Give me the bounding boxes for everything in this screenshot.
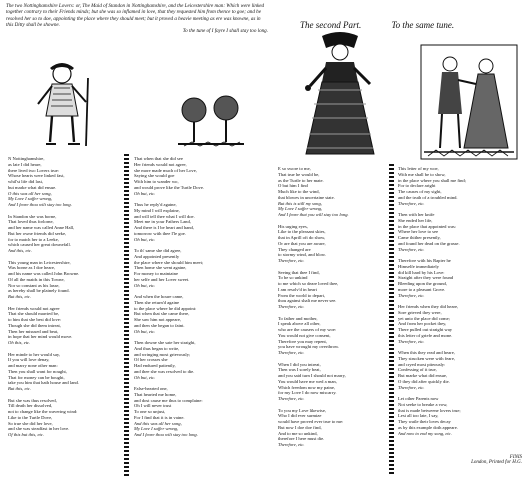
verse-line: Sore grieved they were, [398,309,442,315]
verse-line: So true she did her love, [8,420,53,426]
verse-line: who are the causers of my woe: [278,327,337,332]
verse-line: The causes of my sight, [398,189,442,194]
verse-line: Oh but, etc. [134,374,156,380]
verse-line: and his name was called John Browne. [8,271,80,276]
verse-line: But this, etc. [8,294,31,299]
verse-line: and marry none other man: [8,363,58,368]
verse-line: His urging eyes, [278,223,308,229]
verse-line: as the Turtle to her mate. [278,177,324,183]
verse-line: Then you shall want for nought, [8,368,67,374]
verse-line: Thus he reply'd againe, [134,202,177,207]
tune-line: To the tune of I fayre I shall stay too long. [182,28,268,35]
verse-line: Let other Parents now [398,396,439,401]
verse-line: to me which so deare loved thee, [278,281,339,286]
verse-line: When I did you intreat, [278,361,321,367]
verse-line: which caused her great downefall. [8,242,71,248]
verse-line: Was borne as I doe heare, [8,265,56,271]
verse-line: to stormy wind, and blow. [278,252,326,258]
verse-line: her selfe and her Lover sweet. [134,276,190,282]
verse-line: Straight after they were found [398,275,454,281]
verse-line: For I find that it is in vaine. [134,414,185,420]
verse-line: that blowes in uncertaine state. [278,194,335,200]
verse-line: she more made much of her Love, [134,167,197,173]
verse-line: Of all the maids in this Towne, [8,276,65,282]
verse-line: Oh I will never trust [134,403,172,409]
verse-line: Lest all too late, I say, [398,413,439,419]
verse-line: there lived two Lovers true: [8,167,60,173]
verse-line: Her minde to her would say, [8,351,61,357]
verse-line: And this, etc. [8,248,32,253]
verse-line: Saying she would goe [134,173,175,179]
colophon [400,455,522,465]
verse-line: but marke what did ensue. [8,184,57,190]
ballad-column-2 [134,156,264,476]
same-tune-label: To the same tune. [391,20,455,30]
verse-line: this letter of griefe and mone. [398,332,453,338]
verse-line: Not seeke to breake a vow, [398,401,448,407]
verse-line: in hope that her mind would move. [8,334,73,340]
verse-line: Therefore, etc. [398,200,425,206]
verse-line: Like to the pleasant skies, [278,229,326,235]
verse-line: and you said turn I should not marry, [278,373,346,378]
verse-line: Therefore with his Rapier he [398,258,451,263]
verse-line: If you will love denay, [8,357,50,363]
second-part-label: The second Part. [300,20,362,30]
verse-line: But she was thus resolved, [8,397,57,403]
verse-line: to the place where he did appoint: [134,305,197,311]
verse-line: Whose hearts were linked fast, [8,173,65,179]
verse-line: yet unto the place did come; [398,315,450,321]
verse-line: And I feare thou wilt stay too long. [134,432,198,437]
verse-line: Or are that you are aware, [278,240,326,246]
verse-line: This young man in Leicestershire, [8,259,71,265]
verse-line: But when that she came there, [134,311,190,317]
ballad-intro: The two Nottinghamshire Lovers: or, The Maid of Standon in Nottinghamshire, and the Leicestershire man: Which were linked together contrary to their Friends minds; but she was so inflamed in love, that they requested him from thence to goe; and he resolved her so to doe, appointing the place where they should meet; but it proved a heavie meeting as ere was knowne, as in this Ditty shall be showne. [6,3,265,28]
verse-line: That she should married be, [8,311,60,317]
verse-line: False-hearted one, [134,386,168,391]
verse-line: Bleeding upon the ground, [398,281,447,286]
verse-line: And thus began to write, [134,345,180,351]
verse-line: Like to the Turtle Dove, [8,414,53,420]
verse-line: Nor so constant as his lasse, [8,282,60,288]
verse-line: O this was all her song, [8,190,52,196]
verse-line: and found her dead on the grasse. [398,240,460,246]
verse-line: That loved thus forlorne, [8,219,54,225]
woodcut-lady-icon [300,30,380,158]
verse-line: Therefore, etc. [278,304,305,309]
verse-line: Then she return'd againe [134,299,180,305]
verse-line: Then home she went againe, [134,265,187,271]
verse-line: You would have me wed a man, [278,378,337,384]
verse-line: did kill hard by his Love: [398,269,445,275]
verse-line: as hereby shall be plainely found. [8,288,70,294]
verse-line: and wringing most grievously; [134,351,191,357]
verse-line: Oh but, etc. [134,190,156,196]
verse-line: With him to wander wo, [134,179,179,184]
woodcut-trees-icon [178,92,244,148]
verse-line: in the place that appointed was: [398,223,457,229]
verse-line: Oh but, etc. [134,282,156,288]
verse-line: and cryed most piteously: [398,361,446,367]
verse-line: Then was I sorely beat, [278,367,321,373]
verse-line: To one so unjust, [134,409,166,414]
verse-line: But now I doe doe find, [278,424,322,430]
verse-line: My Love I suffer wrong, [134,426,179,432]
verse-line: Who I did ever surmize [278,413,322,419]
verse-line: Which freedom now my paine, [278,384,336,390]
verse-line: And I feare thou wilt stay too long. [8,202,72,207]
verse-line: She ended her life, [398,217,433,223]
verse-line: E so swore to me, [278,166,311,171]
verse-line: and dost cause me thus to complaine: [134,397,203,403]
verse-line: Much like to the wind, [278,189,320,194]
verse-line: I am resolv'd in heart [278,286,317,292]
verse-line: as by this example doth appeare. [398,424,458,430]
verse-line: Oh but, etc. [134,328,156,334]
verse-line: When this they read and heare, [398,350,455,355]
verse-line: and she was steadfast in her love. [8,426,70,432]
verse-line: Therefore, etc. [278,350,305,355]
verse-line: That for money can be bought, [8,374,65,380]
verse-line: Oh but, etc. [134,236,156,242]
verse-line: and will tell thee what I will doe. [134,213,195,219]
verse-line: and would prove like the Turtle Dove. [134,184,205,190]
verse-line: Therefore, etc. [398,384,425,390]
verse-line: And to me so unkind, [278,430,318,436]
printer-imprint: London, Printed for H.G. [471,460,522,465]
verse-line: tomorrow with thee I'le goe. [134,230,186,236]
verse-line: You would not give consent, [278,332,331,338]
verse-line: Then downe she sate her straight, [134,340,196,345]
finis-label: FINIS [509,455,522,460]
verse-line: Confessing of it true, [398,367,437,373]
verse-line: and the truth of a troubled mind. [398,194,458,200]
verse-line: to him that she best did love: [8,317,62,322]
verse-line: O but him I find [278,183,308,189]
verse-line: Of this but this, etc. [8,432,44,437]
verse-line: Oh this, etc. [8,340,31,345]
verse-line: To father and mother, [278,315,318,321]
verse-line: Where her love to see [398,229,439,235]
verse-line: For to declare aright [398,183,436,189]
verse-line: They strucken were with feare, [398,355,456,361]
verse-line: Till death her dissolved, [8,403,53,409]
verse-line: That true he would be, [278,171,320,177]
verse-line: I speak above all other, [278,321,321,327]
verse-line: not to change like the wavering wind: [8,409,78,414]
verse-line: for to match her to a Leeke, [8,236,59,242]
verse-line: To you my Love likewise, [278,407,327,413]
verse-line: And there is I be heart and hand, [134,225,194,230]
verse-line: Then her misused and beat, [8,328,59,334]
verse-line: Therefore, etc. [278,396,305,401]
ballad-title-block [6,3,268,34]
verse-line: take you him that hath house and land. [8,380,79,386]
verse-line: Therefore, etc. [398,292,425,298]
verse-line: and her name was called Anne Hall, [8,225,75,230]
verse-line: Of her crosses she [134,357,168,363]
verse-line: From the world to depart, [278,292,326,298]
verse-line: whil'st life did last, [8,179,44,184]
verse-line: Seeing that thee I find, [278,269,320,275]
ballad-column-1 [8,156,122,476]
woodcut-man-icon [28,58,96,148]
verse-line: Though she did them intreat, [8,322,61,328]
verse-line: thou against shalt me never see. [278,298,337,304]
verse-line: Therefore, etc. [398,338,425,344]
ballad-column-3 [278,166,386,476]
verse-line: N Nottinghamshire, [8,156,45,161]
verse-line: in the place where you shall me find; [398,177,466,183]
verse-line: My Love I suffer wrong, [278,206,323,212]
verse-line: that is made betweene lovers true; [398,407,461,413]
verse-line: therefore I here must die. [278,436,325,442]
verse-line: Had endured patiently, [134,363,176,368]
verse-line: Therefore, etc. [398,246,425,252]
verse-line: Therefore, etc. [278,258,305,263]
verse-line: that in Aprill oft do show, [278,235,326,240]
verse-line: Himselfe immediately [398,263,439,269]
verse-line: And now to end my song, etc. [398,430,452,436]
verse-line: Her friends would not agree, [134,161,187,167]
verse-line: But this is still my song, [278,200,322,206]
verse-line: They changed are [278,246,311,252]
verse-line: the place where she should him meet; [134,259,204,265]
column-border-left [124,154,129,476]
verse-line: In Standon she was borne, [8,213,57,219]
verse-line: And appointed presently [134,253,180,259]
column-border-right [389,164,394,476]
verse-line: She saw him not appeare, [134,317,182,322]
verse-line: Meet me in your Fathers Land, [134,219,191,225]
verse-line: There pulled out straight way [398,327,453,332]
verse-line: My mind I will explaine, [134,207,180,213]
second-part-header [300,20,520,30]
verse-line: for my Love I do now miscarry. [278,390,337,396]
verse-line: They waile their loves decay [398,419,451,424]
verse-line: That hearted me home, [134,391,177,397]
verse-line: But marke what did ensue, [398,373,448,378]
verse-line: To be so unkind [278,275,308,281]
verse-line: Came thither presently, [398,235,441,240]
verse-line: That when that she did see [134,156,183,161]
ballad-column-4 [398,166,524,462]
verse-line: O they did after quickly die. [398,378,450,384]
verse-line: To th' same she did agree, [134,248,182,253]
verse-line: would have proved ever true to me: [278,419,344,424]
verse-line: as late I did heare, [8,161,42,167]
verse-line: And this was all her song, [134,420,182,426]
verse-line: But this, etc. [8,386,31,391]
verse-line: But her owne friends did seeke, [8,230,67,236]
verse-line: And I feare that you will stay too long. [278,212,349,217]
verse-line: Therefore you may repent, [278,338,327,344]
verse-line: and thee she was resolved to die. [134,368,195,374]
woodcut-couple-icon [420,44,518,160]
verse-line: And from her pocket they, [398,321,447,327]
verse-line: Her friends when they did heare, [398,304,459,309]
verse-line: This letter of my woe, [398,166,439,171]
verse-line: and then she began to faint. [134,322,185,328]
verse-line: Therefore, etc. [278,442,305,447]
verse-line: My Love I suffer wrong, [8,196,53,202]
verse-line: you have wrought my overthrow. [278,344,340,350]
verse-line: And when the houre came, [134,294,184,299]
verse-line: Then with her knife [398,212,435,217]
verse-line: With me shall be to show, [398,171,446,177]
verse-line: Her friends would not agree [8,305,60,311]
verse-line: For money to maintaine [134,271,179,276]
verse-line: more to a pleasant Grove. [398,286,446,292]
